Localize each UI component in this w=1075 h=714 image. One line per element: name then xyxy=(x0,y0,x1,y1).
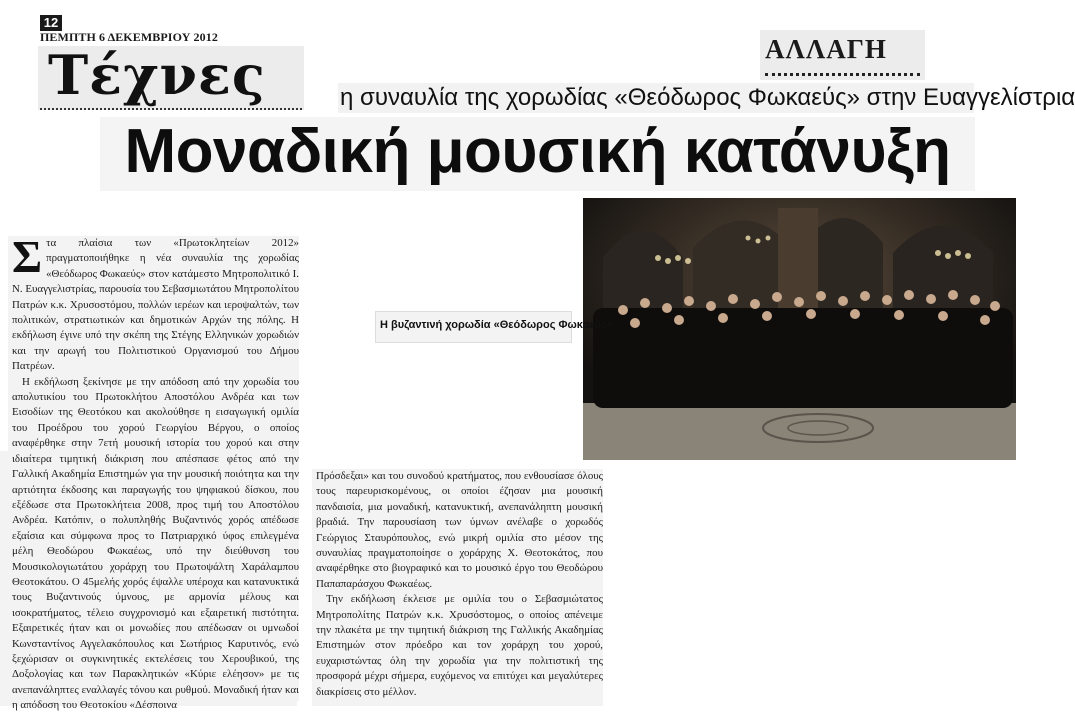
choir-photo xyxy=(583,198,1016,460)
section-title: Τέχνες xyxy=(48,43,266,107)
article-subtitle: η συναυλία της χορωδίας «Θεόδωρος Φωκαεύς» στην Ευαγγελίστρια xyxy=(340,84,1075,111)
tag-dotted-rule xyxy=(765,70,920,76)
article-paragraph: Την εκδήλωση έκλεισε με ομιλία του ο Σεβασμιώτατος Μητροπολίτης Πατρών κ.κ. Χρυσόστομος, ο οποίος απένειμε την πλακέτα με την τιμητική διάκριση της Γαλλικής Ακαδημίας Επιστημών στον πρόεδρο και τον χοράρχη του χορού, ευχαριστώντας όλη την χορωδία για την πολιτιστική της προσφορά μέχρι σήμερα, ευχόμενος να επιτύχει και μεγαλύτερες διακρίσεις στο μέλλον. xyxy=(316,593,603,698)
photo-caption: Η βυζαντινή χορωδία «Θεόδωρος Φωκαεύς» xyxy=(380,319,613,331)
issue-date: ΠΕΜΠΤΗ 6 ΔΕΚΕΜΒΡΙΟΥ 2012 xyxy=(40,30,218,44)
article-column-2 xyxy=(312,469,603,706)
article-column-1 xyxy=(8,231,299,712)
newspaper-tag: ΑΛΛΑΓΗ xyxy=(765,34,887,64)
section-underline xyxy=(40,105,302,110)
article-paragraph: Η εκδήλωση ξεκίνησε με την απόδοση από την χορωδία του απολυτικίου του Πρωτοκλήτου Αποστόλου Ανδρέα και των Εισοδίων της Θεοτόκου και ακολούθησε η εισαγωγική ομιλία του Προέδρου του χορού Γεωργίου Βέργου, ο οποίος αναφέρθηκε στην 7ετή μουσική ιστορία του χορού και στην ιδιαίτερα τιμητική διάκριση που απέσπασε φέτος από την Γαλλική Ακαδημία Επιστημών για την μουσική ποιότητα και την αρτιότητα έκδοσης και παραγωγής του ψηφιακού δίσκου, που εξέδωσε στα Πρωτοκλήτεια 2008, προς τιμή του Αποστόλου Ανδρέα. Κατόπιν, ο πολυπληθής Βυζαντινός χορός απέδωσε εξαίσια και σύμφωνα προς το Πατριαρχικό ύφος επιλεγμένα μέλη Θεοδώρου Φωκαέως, υπό την διεύθυνση του Μουσικολογιωτάτου χοράρχη του Πρωτοψάλτη Χαράλαμπου Θεοτοκάτου. Ο 45μελής χορός έψαλλε υπέροχα και κατανυκτικά τους Βυζαντινούς ύμνους, με αρμονία μέλους και ισοκρατήματος, τέλειο συγχρονισμό και εξαιρετική πιστότητα. Εξαιρετικές ήταν και οι μονωδίες που απέδωσαν οι υμνωδοί Κωνσταντίνος Αγγελακόπουλος και Σωτήριος Καρυτινός, ενώ ξεχώρισαν οι συγκινητικές εκτελέσεις του Χερουβικού, της Δοξολογίας και των Παρακλητικών «Κύριε ελέησον» με τις ανεπανάληπτες εναλλαγές τόνου και ρυθμού. Μοναδική ήταν και η απόδοση του Θεοτοκίου «Δέσποινα xyxy=(12,375,299,712)
drop-cap: Σ xyxy=(12,231,43,282)
article-paragraph: Πρόσδεξαι» και του συνοδού κρατήματος, που ενθουσίασε όλους τους παρευρισκομένους, οι οποίοι έζησαν μια μουσική πανδαισία, μια μοναδική, κατανυκτική, ανεπανάληπτη μουσική βραδιά. Την παρουσίαση των ύμνων ανέλαβε ο χορωδός Γεώργιος Σταυρόπουλος, ενώ μικρή ομιλία στο μέσον της συναυλίας πραγματοποίησε ο χοράρχης Χ. Θεοτοκάτος, που αναφέρθηκε στο βιογραφικό και το μουσικό έργο του Θεοδώρου Παπαπαράσχου Φωκαέως. xyxy=(316,470,603,590)
article-paragraph: τα πλαίσια των «Πρωτοκλητείων 2012» πραγματοποιήθηκε η νέα συναυλία της χορωδίας «Θεόδωρος Φωκαεύς» στον κατάμεστο Μητροπολιτικό Ι. Ν. Ευαγγελιστρίας, παρουσία του Σεβασμιωτάτου Μητροπολίτου Πατρών κ.κ. Χρυσοστόμου, πολλών ιερέων και ιεροψαλτών, των πολιτικών, στρατιωτικών και δημοτικών Αρχών της πόλης. Η εκδήλωση έγινε υπό την σκέπη της Στέγης Ελληνικών χορωδιών και την αρωγή του Πολιτιστικού Οργανισμού του Δήμου Πατρέων. xyxy=(12,237,299,373)
page-number: 12 xyxy=(40,15,62,31)
article-headline: Μοναδική μουσική κατάνυξη xyxy=(124,117,951,186)
